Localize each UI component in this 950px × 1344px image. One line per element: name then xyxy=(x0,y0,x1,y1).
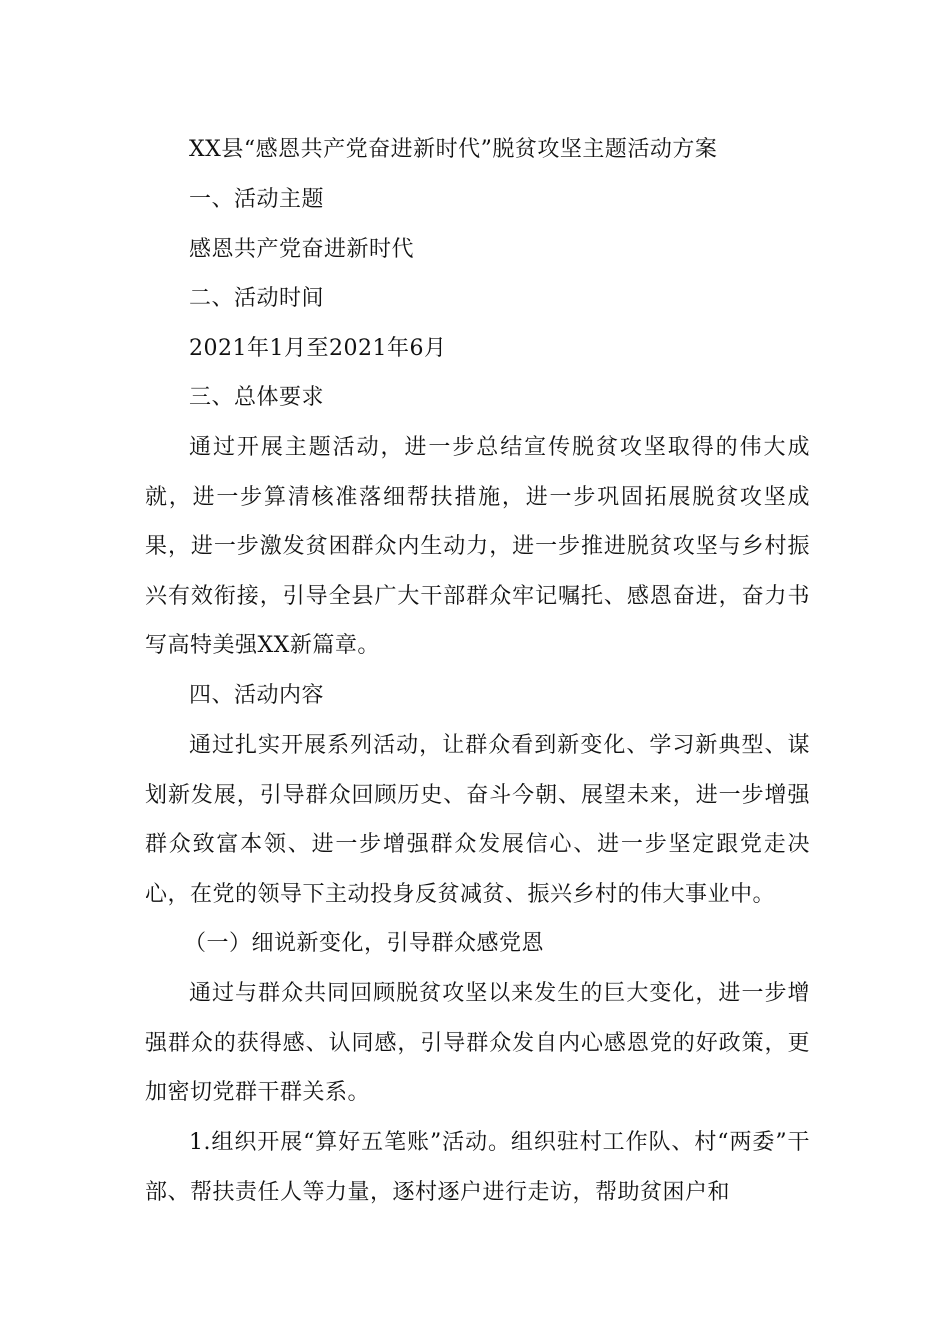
item-body-five-accounts: 1.组织开展“算好五笔账”活动。组织驻村工作队、村“两委”干部、帮扶责任人等力量，逐村逐户进行走访，帮助贫困户和 xyxy=(145,1130,810,1205)
section-heading-content: 四、活动内容 xyxy=(189,683,325,708)
subsection-body-new-changes: 通过与群众共同回顾脱贫攻坚以来发生的巨大变化，进一步增强群众的获得感、认同感，引导群众发自内心感恩党的好政策，更加密切党群干群关系。 xyxy=(145,981,810,1106)
document-title: XX县“感恩共产党奋进新时代”脱贫攻坚主题活动方案 xyxy=(189,137,718,162)
subsection-heading-new-changes: （一）细说新变化，引导群众感党恩 xyxy=(184,931,545,956)
section-heading-time: 二、活动时间 xyxy=(189,286,325,311)
section-heading-theme: 一、活动主题 xyxy=(189,187,325,212)
section-body-content: 通过扎实开展系列活动，让群众看到新变化、学习新典型、谋划新发展，引导群众回顾历史、奋斗今朝、展望未来，进一步增强群众致富本领、进一步增强群众发展信心、进一步坚定跟党走决心，在党的领导下主动投身反贫减贫、振兴乡村的伟大事业中。 xyxy=(145,733,810,907)
section-body-requirements: 通过开展主题活动，进一步总结宣传脱贫攻坚取得的伟大成就，进一步算清核准落细帮扶措施，进一步巩固拓展脱贫攻坚成果，进一步激发贫困群众内生动力，进一步推进脱贫攻坚与乡村振兴有效衔接，引导全县广大干部群众牢记嘱托、感恩奋进，奋力书写高特美强XX新篇章。 xyxy=(145,435,810,659)
section-heading-requirements: 三、总体要求 xyxy=(189,385,325,410)
section-body-time: 2021年1月至2021年6月 xyxy=(189,336,447,361)
section-body-theme: 感恩共产党奋进新时代 xyxy=(189,237,415,262)
